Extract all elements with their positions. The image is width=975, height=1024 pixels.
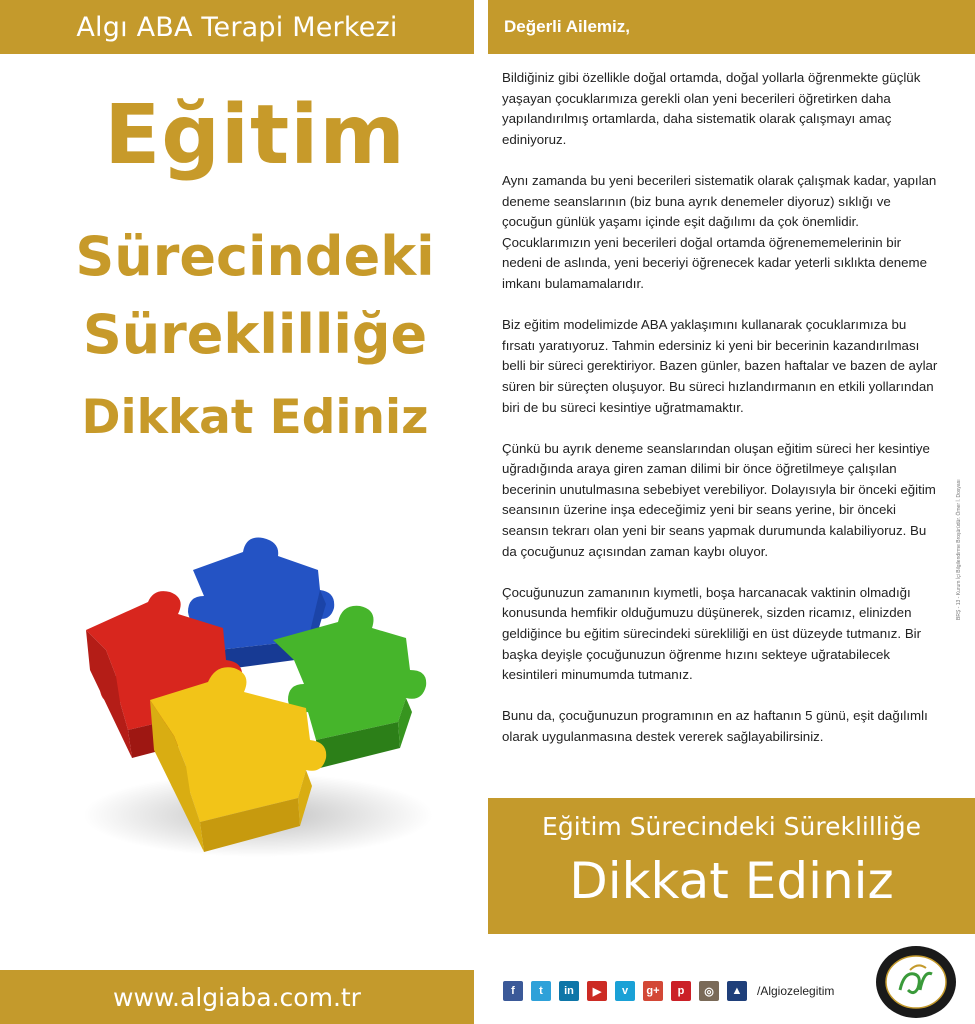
paragraph-4: Çünkü bu ayrık deneme seanslarından oluşan eğitim süreci her kesintiye uğradığında araya giren zaman dilimi bir önce öğretilmeye çalışılan becerinin unutulmasına sebebiyet verebiliyor. Dolayısıyla bir önceki eğitim seansının üzerine inşa edeceğimiz yeni bir seans yerine, bir önceki seansın tekrarı olan yeni bir seans yapmak durumunda kalabiliyoruz. Bu da çocuğunuz açısından zaman kaybı oluyor. — [502, 440, 936, 559]
left-footer-bar — [0, 970, 474, 1024]
paragraph-2: Aynı zamanda bu yeni becerileri sistematik olarak çalışmak kadar, yapılan deneme seanslarının (biz buna ayrık denemeler diyoruz) sıklığı ve çocuğun günlük yaşamı içinde eşit dağılımı da çok önemlidir. Çocuklarımızın yeni becerileri doğal ortamda öğrenememelerinin bir nedeni de aslında, yeni beceriyi öğrenecek kadar yeterli sıklıkta deneme imkanı bulamamalarıdır. — [502, 172, 937, 291]
social-media-row — [503, 980, 834, 1002]
paragraph-1: Bildiğiniz gibi özellikle doğal ortamda, doğal yollarla öğrenmekte güçlük yaşayan çocuklarımıza gerekli olan yeni becerileri öğretirken daha yapılandırılmış ortamlarda, daha sistematik olarak çalışmayı amaç ediniyoruz. — [502, 70, 921, 147]
center-name: Algı ABA Terapi Merkezi — [76, 11, 398, 43]
social-handle[interactable]: /Algiozelegitim — [757, 984, 835, 998]
website-link[interactable]: www.algiaba.com.tr — [113, 982, 361, 1012]
headline-line-4: Dikkat Ediniz — [81, 390, 429, 445]
headline-line-2: Sürecindeki — [75, 225, 435, 288]
paragraph-5: Çocuğunuzun zamanının kıymetli, boşa harcanacak vaktinin olmadığı konusunda hemfikir olduğumuzu düşünerek, sizden ricamız, elinizden geldiğince bu eğitim sürecindeki sürekliliği en üst düzeyde tutmanız. Bir başka deyişle çocuğunuzun öğrenme hızını sekteye uğratabilecek kesintileri minumumda tutmanız. — [502, 584, 922, 683]
headline-line-1: Eğitim — [104, 88, 406, 183]
instagram-icon[interactable]: ◎ — [699, 981, 719, 1001]
algi-logo-seal — [874, 944, 958, 1020]
youtube-icon[interactable]: ▶ — [587, 981, 607, 1001]
banner-line-1: Eğitim Sürecindeki Süreklilliğe — [542, 812, 921, 841]
googleplus-icon[interactable]: g+ — [643, 981, 663, 1001]
blog-icon[interactable]: ▲ — [727, 981, 747, 1001]
vertical-document-note: BRŞ - 13 - Kurum İçi Bilgilendirme Broşürüdür. Ömer İ. Dosyası — [956, 479, 962, 620]
paragraph-6: Bunu da, çocuğunuzun programının en az haftanın 5 günü, eşit dağılımlı olarak uygulanmasına destek vererek sağlayabilirsiniz. — [502, 708, 928, 744]
paragraph-3: Biz eğitim modelimizde ABA yaklaşımını kullanarak çocuklarımıza bu fırsatı yaratıyoruz. Tahmin edersiniz ki yeni bir becerinin kazandırılması belli bir süreci gerektiriyor. Bazen günler, bazen haftalar ve bazen de aylar süren bir süreçten oluşuyor. Bu süreci hızlandırmanın en etkili yollarından biri de bu süreci kesintiye uğratmamaktır. — [502, 317, 938, 415]
twitter-icon[interactable]: t — [531, 981, 551, 1001]
right-header-bar — [488, 0, 975, 54]
pinterest-icon[interactable]: p — [671, 981, 691, 1001]
banner-line-2: Dikkat Ediniz — [569, 852, 894, 910]
letter-body — [502, 68, 942, 768]
left-header-bar — [0, 0, 474, 54]
greeting: Değerli Ailemiz, — [504, 17, 630, 36]
facebook-icon[interactable]: f — [503, 981, 523, 1001]
slogan-banner — [488, 798, 975, 934]
vimeo-icon[interactable]: v — [615, 981, 635, 1001]
headline-line-3: Süreklilliğe — [82, 303, 428, 366]
puzzle-pieces-illustration — [58, 530, 438, 870]
linkedin-icon[interactable]: in — [559, 981, 579, 1001]
